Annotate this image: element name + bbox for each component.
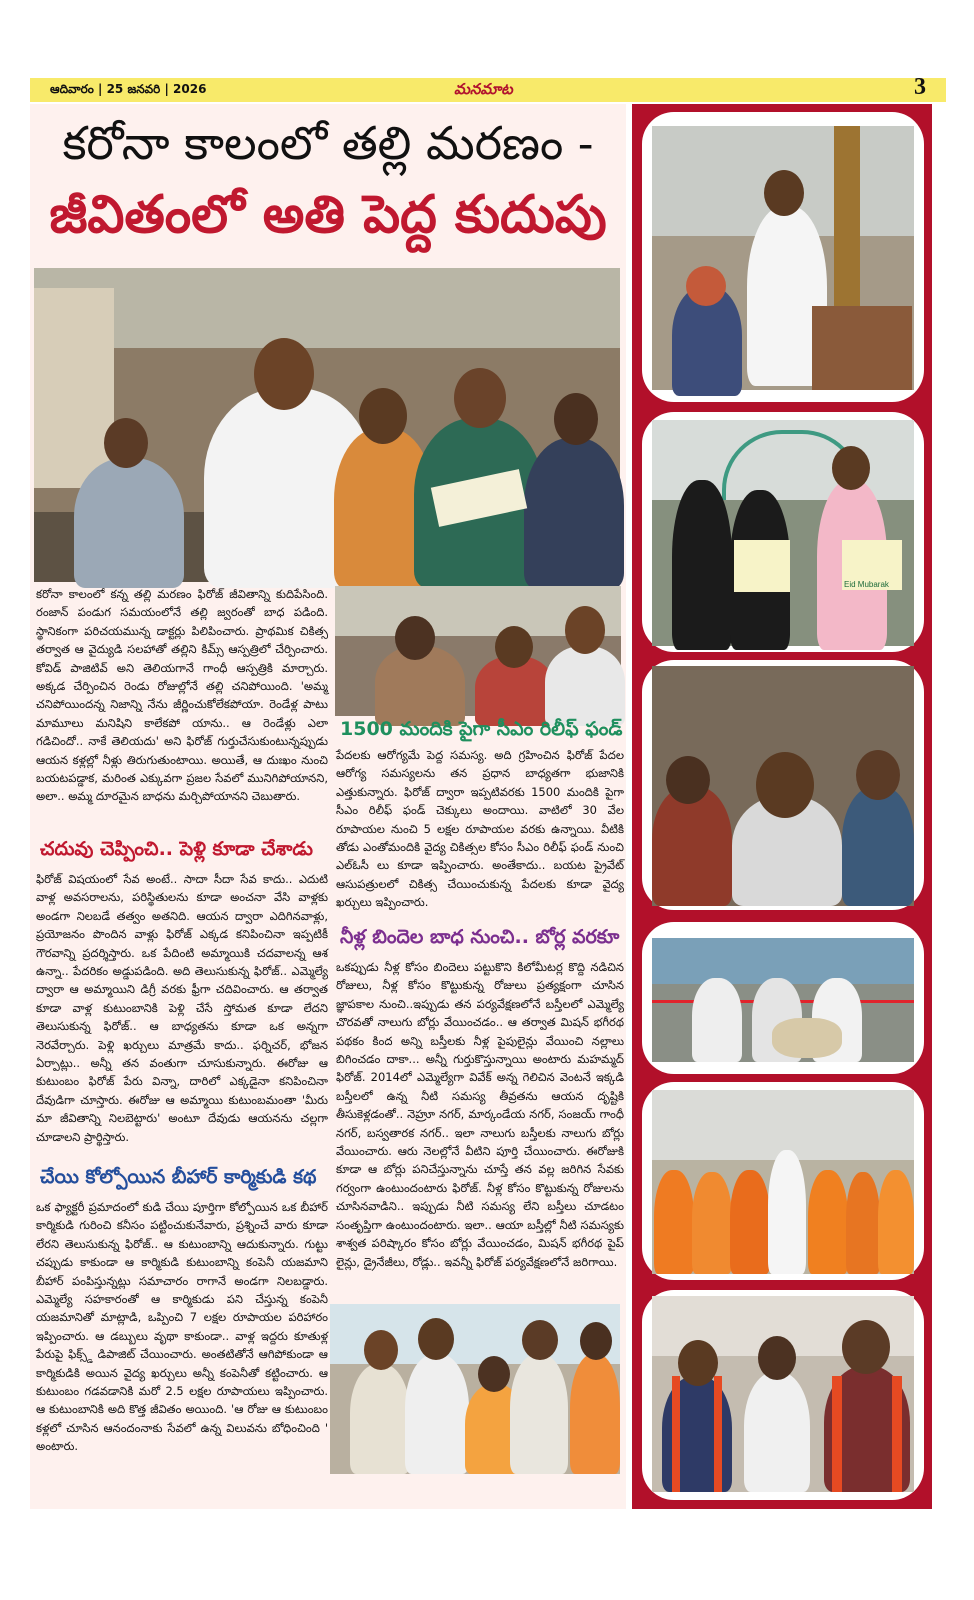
article-column-right-2 [336, 958, 624, 1288]
newspaper-logo: మనమాట [454, 80, 513, 98]
section-title-bihar-worker: చేయి కోల్పోయిన బీహార్ కార్మికుడి కథ [40, 1166, 317, 1188]
page-number: 3 [914, 74, 926, 100]
article-column-right-1 [336, 746, 624, 910]
side-photo-5 [652, 1090, 914, 1274]
side-photo-2 [652, 420, 914, 646]
section-title-education: చదువు చెప్పించి.. పెళ్లి కూడా చేశాడు [40, 838, 313, 860]
article-column-left-1 [36, 585, 328, 831]
paragraph-5: ఒకప్పుడు నీళ్ల కోసం బిందెలు పట్టుకొని కిలోమీటర్ల కొద్ది నడిచిన రోజులు, నీళ్ల కోసం కొట్టుకున్న రోజులు ప్రత్యక్షంగా చూసిన జ్ఞాపకాల నుంచి..ఇప్పుడు తన పర్యవేక్షణలోనే బస్తీలలో ఎమ్మెల్యే చొరవతో నాలుగు బోర్లు వేయించడం.. ఆ తర్వాత మిషన్ భగీరథ పథకం కింద అన్ని బస్తీలకు నీళ్ల పైపులైన్లు వేయించి నల్లాలు బిగించడం దాకా... అన్నీ గుర్తుకొస్తున్నాయి అంటారు మహమ్మద్ ఫిరోజ్. 2014లో ఎమ్మెల్యేగా వివేక్ అన్న గెలిచిన వెంటనే ఇక్కడి బస్తీలలో ఉన్న నీటి సమస్య తీవ్రతను ఆయన దృష్టికి తీసుకెళ్లడంతో.. నెహ్రూ నగర్, మార్కండేయ నగర్, సంజయ్ గాంధీ నగర్, బస్వతారక నగర్.. ఇలా నాలుగు బస్తీలకు నాలుగు బోర్లు వేయించారు. ఆరు నెలల్లోనే వీటిని పూర్తి చేయించారు. ఈరోజుకి కూడా ఆ బోర్లు పనిచేస్తున్నాను చూస్తే తన వల్ల జరిగిన సేవకు గర్వంగా ఉంటుందంటారు ఫిరోజ్. నీళ్ల కోసం కొట్టుకున్న రోజులను చూసినవాడిని.. ఇప్పుడు నీటి సమస్య లేని బస్తీలు చూడటం సంతృప్తిగా ఉంటుందంటారు. ఇలా.. ఆయా బస్తీల్లో నీటి సమస్యకు శాశ్వత పరిష్కారం కోసం బోర్లు వేయించడం, మిషన్ భగీరథ పైప్ లైన్లు, డ్రైనేజీలు, రోడ్లు.. ఇవన్నీ ఫిరోజ్ పర్యవేక్షణలోనే జరిగాయి. [336, 960, 624, 1269]
headline-line-1: కరోనా కాలంలో తల్లి మరణం - [62, 116, 594, 170]
section-title-cm-relief: 1500 మందికి పైగా సీఎం రిలీఫ్ ఫండ్ [340, 718, 623, 740]
headline-line-2: జీవితంలో అతి పెద్ద కుదుపు [49, 184, 607, 245]
main-photo [34, 268, 620, 582]
article-column-left-2 [36, 870, 328, 1156]
paragraph-3: ఒక ఫ్యాక్టరీ ప్రమాదంలో కుడి చేయి పూర్తిగా కోల్పోయిన ఒక బీహార్ కార్మికుడి గురించి కనీసం పట్టించుకునేవారు, ప్రశ్నించే వారు కూడా లేరని తెలుసుకున్న ఫిరోజ్.. ఆ కుటుంబాన్ని ఆదుకున్నారు. గుట్టు చప్పుడు కాకుండా ఆ కార్మికుడి కుటుంబాన్ని కంపెనీ యజమాని బీహార్ పంపిస్తున్నట్లు సమాచారం రాగానే అండగా నిలబడ్డారు. ఎమ్మెల్యే సహకారంతో ఆ కార్మికుడు పని చేస్తున్న కంపెనీ యజమానితో మాట్లాడి, ఒప్పించి 7 లక్షల రూపాయల పరిహారం ఇప్పించారు. ఆ డబ్బులు వృథా కాకుండా.. వాళ్ల ఇద్దరు కూతుళ్ల పేరుపై ఫిక్స్డ్ డిపాజిట్ చేయించారు. అంతటితోనే ఆగిపోకుండా ఆ కార్మికుడికి అయిన వైద్య ఖర్చులు అన్నీ కంపెనీతో కట్టించారు. ఆ కుటుంబం గడవడానికి మరో 2.5 లక్షల రూపాయలు ఇప్పించారు. ఆ కుటుంబానికి అది కొత్త జీవితం అయింది. 'ఆ రోజు ఆ కుటుంబం కళ్లలో చూసిన ఆనందంనాకు సేవలో ఉన్న విలువను బోధించింది ' అంటారు. [36, 1200, 328, 1454]
side-photo-6 [652, 1296, 914, 1492]
article-column-left-3 [36, 1198, 328, 1468]
side-photo-3 [652, 666, 914, 906]
paragraph-4: పేదలకు ఆరోగ్యమే పెద్ద సమస్య. అది గ్రహించిన ఫిరోజ్ పేదల ఆరోగ్య సమస్యలను తన ప్రధాన బాధ్యతగా భుజానికి ఎత్తుకున్నారు. ఫిరోజ్ ద్వారా ఇప్పటివరకు 1500 మందికి పైగా సీఎం రిలీఫ్ ఫండ్ చెక్కులు అందాయి. వాటిలో 30 వేల రూపాయల నుంచి 5 లక్షల రూపాయల వరకు ఉన్నాయి. వీటికి తోడు ఎంతోమందికి వైద్య చికిత్సల కోసం సీఎం రిలీఫ్ ఫండ్ నుంచి ఎల్ఓసీ లు కూడా ఇప్పించారు. అంతేకాదు.. బయట ప్రైవేట్ ఆసుపత్రులలో చికిత్స చేయించుకున్న పేదలకు కూడా వైద్య ఖర్చులు ఇప్పించారు. [336, 748, 624, 910]
paragraph-1: కరోనా కాలంలో కన్న తల్లి మరణం ఫిరోజ్ జీవితాన్ని కుదిపేసింది. రంజాన్ పండుగ సమయంలోనే తల్లి జ్వరంతో బాధ పడింది. స్థానికంగా పరిచయమున్న డాక్టర్లు పిలిపించారు. ప్రాథమిక చికిత్స తర్వాత ఆ వైద్యుడి సలహాతో తల్లిని కిమ్స్ ఆస్పత్రిలో చేర్పించారు. కోవిడ్ పాజిటివ్ అని తెలియగానే గాంధీ ఆస్పత్రికి మార్చారు. అక్కడ చేర్పించిన రెండు రోజుల్లోనే తల్లి చనిపోయింది. 'అమ్మ చనిపోయిందన్న నిజాన్ని నేను జీర్ణించుకోలేకపోయా. రెండేళ్ల పాటు మామూలు మనిషిని కాలేకపో యాను.. ఆ రెండేళ్లు ఎలా గడిచిందో.. నాకే తెలియదు' అని ఫిరోజ్ గుర్తుచేసుకుంటున్నప్పుడు ఆయన కళ్లల్లో నీళ్లు తిరుగుతుంటాయి. అయితే, ఆ దుఃఖం నుంచి బయటపడ్డాక, మరింత ఎక్కువగా ప్రజల సేవలో మునిగిపోయానని, అలా.. అమ్మ దూరమైన బాధను మర్చిపోయానని చెబుతారు. [36, 587, 328, 804]
side-photo-4 [652, 938, 914, 1062]
side-photo-1 [652, 126, 914, 390]
paragraph-2: ఫిరోజ్ విషయంలో సేవ అంటే.. సాదా సీదా సేవ కాదు.. ఎదుటి వాళ్ల అవసరాలను, పరిస్థితులను కూడా అంచనా వేసి వాళ్లకు అండగా నిలబడే తత్వం అతనిది. ఆయన ద్వారా ఎదిగినవాళ్లు, ప్రయోజనం పొందిన వాళ్లు ఫిరోజ్ ఎక్కడ కనిపించినా ఇప్పటికీ గౌరవాన్ని ప్రదర్శిస్తారు. ఒక పేదింటి అమ్మాయికి చదవాలన్న ఆశ ఉన్నా.. పేదరికం అడ్డుపడింది. అది తెలుసుకున్న ఫిరోజ్.. ఎమ్మెల్యే ద్వారా ఆ అమ్మాయిని డిగ్రీ వరకు ఫ్రీగా చదివించారు. ఆ తర్వాత కూడా వాళ్ల కుటుంబానికి పెళ్లి చేసే స్తోమత కూడా లేదని తెలుసుకున్న ఫిరోజ్.. ఆ బాధ్యతను కూడా ఒక అన్నగా నెరవేర్చారు. పెళ్లి ఖర్చులు మాత్రమే కాదు.. ఫర్నిచర్, భోజన ఏర్పాట్లు.. అన్నీ తన వంతుగా చూసుకున్నారు. ఈరోజు ఆ కుటుంబం ఫిరోజ్ పేరు విన్నా, దారిలో ఎక్కడైనా కనిపించినా దేవుడిగా చూస్తారు. ఈరోజు ఆ అమ్మాయి కుటుంబమంతా 'మీరు మా జీవితాన్ని నిలబెట్టారు' అంటూ దేవుడు ఆయనను చల్లగా చూడాలని ప్రార్థిస్తారు. [36, 872, 328, 1144]
school-photo [330, 1304, 620, 1474]
section-title-water: నీళ్ల బిందెల బాధ నుంచి.. బోర్ల వరకూ [340, 926, 620, 948]
crowd-photo [335, 586, 621, 716]
bag-label: Eid Mubarak [844, 580, 889, 589]
issue-date: ఆదివారం | 25 జనవరి | 2026 [50, 82, 207, 96]
